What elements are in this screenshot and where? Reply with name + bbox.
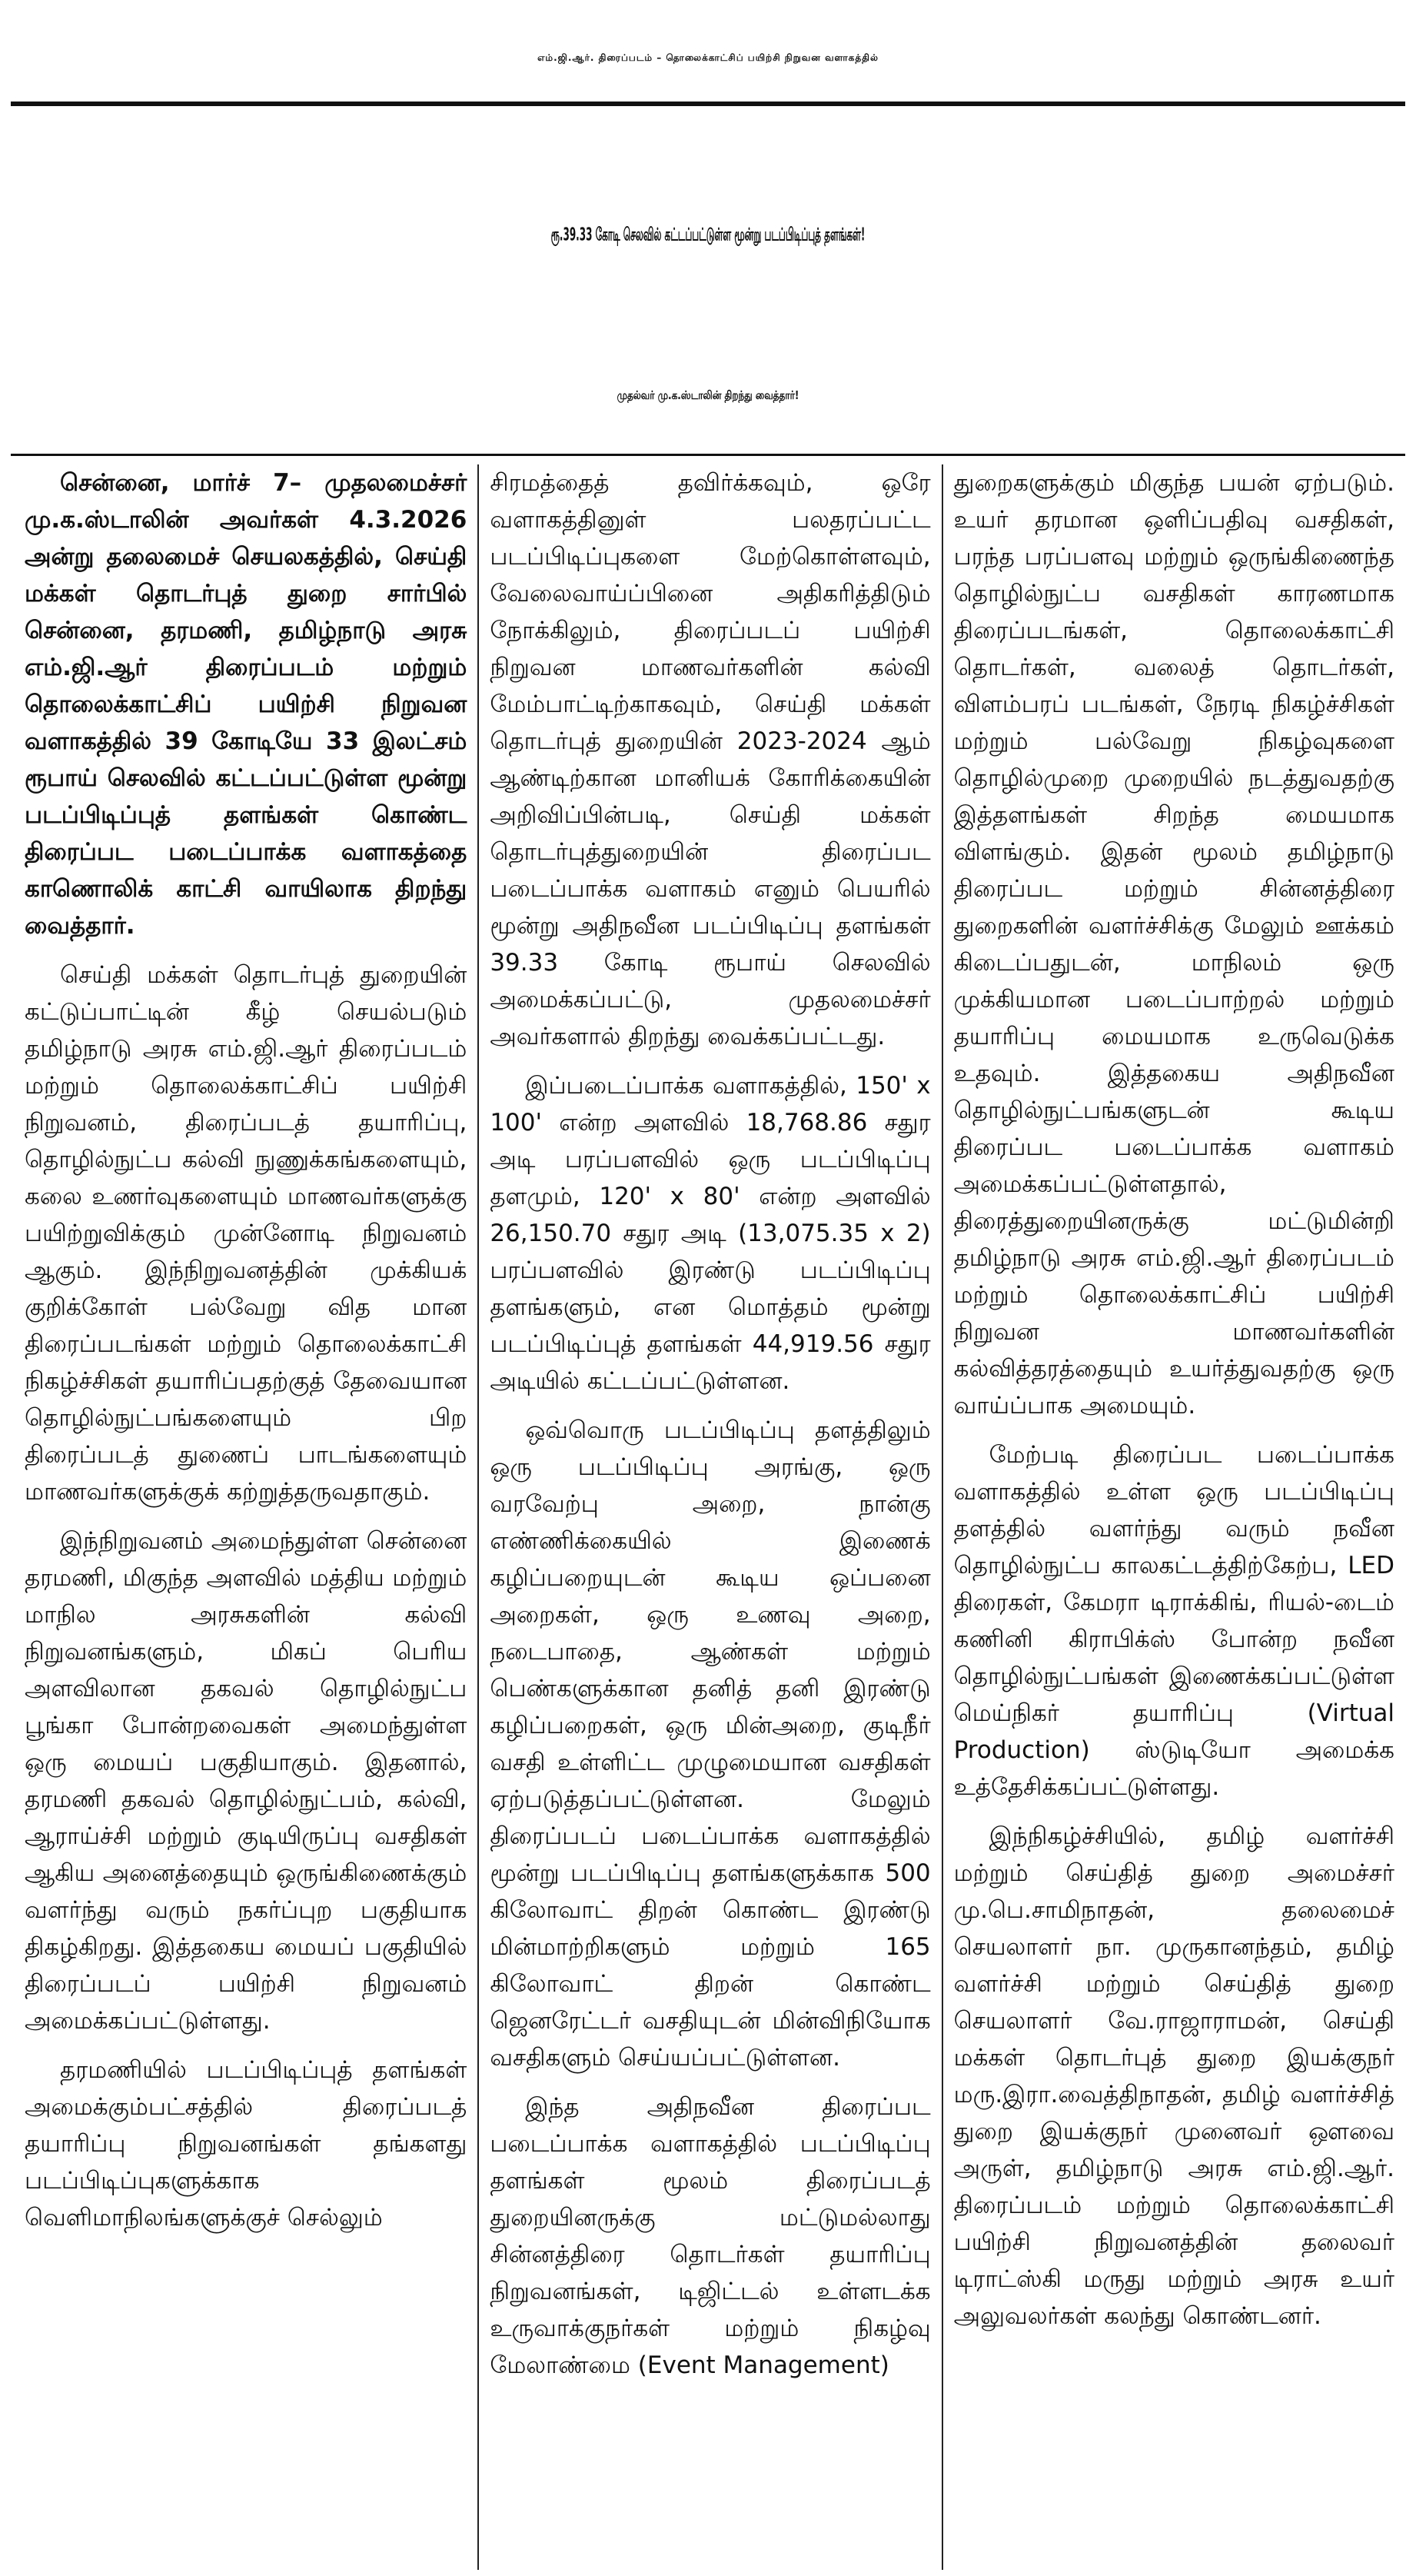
body-paragraph: செய்தி மக்கள் தொடர்புத் துறையின் கட்டுப்பாட்டின் கீழ் செயல்படும் தமிழ்நாடு அரசு எம்.ஜி.ஆர் திரைப்படம் மற்றும் தொலைக்காட்சிப் பயிற்சி நிறுவனம், திரைப்படத் தயாரிப்பு, தொழில்நுட்ப கல்வி நுணுக்கங்களையும், கலை உணர்வுகளையும் மாணவர்களுக்கு பயிற்றுவிக்கும் முன்னோடி நிறுவனம் ஆகும். இந்நிறுவனத்தின் முக்கியக் குறிக்கோள் பல்வேறு வித மான திரைப்படங்கள் மற்றும் தொலைக்காட்சி நிகழ்ச்சிகள் தயாரிப்பதற்குத் தேவையான தொழில்நுட்பங்களையும் பிற திரைப்படத் துணைப் பாடங்களையும் மாணவர்களுக்குக் கற்றுத்தருவதாகும். [25, 961, 467, 1506]
lead-paragraph [25, 464, 467, 944]
body-paragraph: இந்நிறுவனம் அமைந்துள்ள சென்னை தரமணி, மிகுந்த அளவில் மத்திய மற்றும் மாநில அரசுகளின் கல்வி நிறுவனங்களும், மிகப் பெரிய அளவிலான தகவல் தொழில்நுட்ப பூங்கா போன்றவைகள் அமைந்துள்ள ஒரு மையப் பகுதியாகும். இதனால், தரமணி தகவல் தொழில்நுட்பம், கல்வி, ஆராய்ச்சி மற்றும் குடியிருப்பு வசதிகள் ஆகிய அனைத்தையும் ஒருங்கிணைக்கும் வளர்ந்து வரும் நகர்ப்புற பகுதியாக திகழ்கிறது. இத்தகைய மையப் பகுதியில் திரைப்படப் பயிற்சி நிறுவனம் அமைக்கப்பட்டுள்ளது. [25, 1527, 467, 2035]
article-subheadline: முதல்வர் மு.க.ஸ்டாலின் திறந்து வைத்தார்! [617, 388, 799, 402]
article-body [14, 464, 1405, 2570]
body-paragraph: தரமணியில் படப்பிடிப்புத் தளங்கள் அமைக்கும்பட்சத்தில் திரைப்படத் தயாரிப்பு நிறுவனங்கள் தங்களது படப்பிடிப்புகளுக்காக வெளிமாநிலங்களுக்குச் செல்லும் [25, 2056, 467, 2232]
article-column-1 [14, 464, 477, 2570]
headline-rule [11, 454, 1405, 456]
article-column-3 [942, 464, 1405, 2570]
article-column-2 [477, 464, 941, 2570]
article-headline: ரூ.39.33 கோடி செலவில் கட்டப்பட்டுள்ள மூன்று படப்பிடிப்புத் தளங்கள்! [550, 224, 866, 245]
body-paragraph: இப்படைப்பாக்க வளாகத்தில், 150' x 100' என்ற அளவில் 18,768.86 சதுர அடி பரப்பளவில் ஒரு படப்பிடிப்பு தளமும், 120' x 80' என்ற அளவில் 26,150.70 சதுர அடி (13,075.35 x 2) பரப்பளவில் இரண்டு படப்பிடிப்பு தளங்களும், என மொத்தம் மூன்று படப்பிடிப்புத் தளங்கள் 44,919.56 சதுர அடியில் கட்டப்பட்டுள்ளன. [490, 1072, 931, 1395]
body-paragraph: இந்நிகழ்ச்சியில், தமிழ் வளர்ச்சி மற்றும் செய்தித் துறை அமைச்சர் மு.பெ.சாமிநாதன், தலைமைச் செயலாளர் நா. முருகானந்தம், தமிழ் வளர்ச்சி மற்றும் செய்தித் துறை செயலாளர் வே.ராஜாராமன், செய்தி மக்கள் தொடர்புத் துறை இயக்குநர் மரு.இரா.வைத்திநாதன், தமிழ் வளர்ச்சித் துறை இயக்குநர் முனைவர் ஔவை அருள், தமிழ்நாடு அரசு எம்.ஜி.ஆர். திரைப்படம் மற்றும் தொலைக்காட்சி பயிற்சி நிறுவனத்தின் தலைவர் டிராட்ஸ்கி மருது மற்றும் அரசு உயர் அலுவலர்கள் கலந்து கொண்டனர். [953, 1822, 1394, 2330]
article-kicker: எம்.ஜி.ஆர். திரைப்படம் – தொலைக்காட்சிப் பயிற்சி நிறுவன வளாகத்தில் [537, 52, 879, 63]
body-paragraph: சிரமத்தைத் தவிர்க்கவும், ஒரே வளாகத்தினுள் பலதரப்பட்ட படப்பிடிப்புகளை மேற்கொள்ளவும், வேலைவாய்ப்பினை அதிகரித்திடும் நோக்கிலும், திரைப்படப் பயிற்சி நிறுவன மாணவர்களின் கல்வி மேம்பாட்டிற்காகவும், செய்தி மக்கள் தொடர்புத் துறையின் 2023-2024 ஆம் ஆண்டிற்கான மானியக் கோரிக்கையின் அறிவிப்பின்படி, செய்தி மக்கள் தொடர்புத்துறையின் திரைப்பட படைப்பாக்க வளாகம் எனும் பெயரில் மூன்று அதிநவீன படப்பிடிப்பு தளங்கள் 39.33 கோடி ரூபாய் செலவில் அமைக்கப்பட்டு, முதலமைச்சர் அவர்களால் திறந்து வைக்கப்பட்டது. [490, 469, 931, 1050]
body-paragraph: துறைகளுக்கும் மிகுந்த பயன் ஏற்படும். உயர் தரமான ஒளிப்பதிவு வசதிகள், பரந்த பரப்பளவு மற்றும் ஒருங்கிணைந்த தொழில்நுட்ப வசதிகள் காரணமாக திரைப்படங்கள், தொலைக்காட்சி தொடர்கள், வலைத் தொடர்கள், விளம்பரப் படங்கள், நேரடி நிகழ்ச்சிகள் மற்றும் பல்வேறு நிகழ்வுகளை தொழில்முறை முறையில் நடத்துவதற்கு இத்தளங்கள் சிறந்த மையமாக விளங்கும். இதன் மூலம் தமிழ்நாடு திரைப்பட மற்றும் சின்னத்திரை துறைகளின் வளர்ச்சிக்கு மேலும் ஊக்கம் கிடைப்பதுடன், மாநிலம் ஒரு முக்கியமான படைப்பாற்றல் மற்றும் தயாரிப்பு மையமாக உருவெடுக்க உதவும். இத்தகைய அதிநவீன தொழில்நுட்பங்களுடன் கூடிய திரைப்பட படைப்பாக்க வளாகம் அமைக்கப்பட்டுள்ளதால், திரைத்துறையினருக்கு மட்டுமின்றி தமிழ்நாடு அரசு எம்.ஜி.ஆர் திரைப்படம் மற்றும் தொலைக்காட்சிப் பயிற்சி நிறுவன மாணவர்களின் கல்வித்தரத்தையும் உயர்த்துவதற்கு ஒரு வாய்ப்பாக அமையும். [953, 469, 1394, 1419]
body-paragraph: இந்த அதிநவீன திரைப்பட படைப்பாக்க வளாகத்தில் படப்பிடிப்பு தளங்கள் மூலம் திரைப்படத் துறையினருக்கு மட்டுமல்லாது சின்னத்திரை தொடர்கள் தயாரிப்பு நிறுவனங்கள், டிஜிட்டல் உள்ளடக்க உருவாக்குநர்கள் மற்றும் நிகழ்வு மேலாண்மை (Event Management) [490, 2093, 931, 2379]
body-paragraph: ஒவ்வொரு படப்பிடிப்பு தளத்திலும் ஒரு படப்பிடிப்பு அரங்கு, ஒரு வரவேற்பு அறை, நான்கு எண்ணிக்கையில் இணைக் கழிப்பறையுடன் கூடிய ஒப்பனை அறைகள், ஒரு உணவு அறை, நடைபாதை, ஆண்கள் மற்றும் பெண்களுக்கான தனித் தனி இரண்டு கழிப்பறைகள், ஒரு மின்அறை, குடிநீர் வசதி உள்ளிட்ட முழுமையான வசதிகள் ஏற்படுத்தப்பட்டுள்ளன. மேலும் திரைப்படப் படைப்பாக்க வளாகத்தில் மூன்று படப்பிடிப்பு தளங்களுக்காக 500 கிலோவாட் திறன் கொண்ட இரண்டு மின்மாற்றிகளும் மற்றும் 165 கிலோவாட் திறன் கொண்ட ஜெனரேட்டர் வசதியுடன் மின்விநியோக வசதிகளும் செய்யப்பட்டுள்ளன. [490, 1416, 931, 2072]
dateline: சென்னை, மார்ச் 7– [60, 469, 302, 497]
body-paragraph: மேற்படி திரைப்பட படைப்பாக்க வளாகத்தில் உள்ள ஒரு படப்பிடிப்பு தளத்தில் வளர்ந்து வரும் நவீன தொழில்நுட்ப காலகட்டத்திற்கேற்ப, LED திரைகள், கேமரா டிராக்கிங், ரியல்-டைம் கணினி கிராபிக்ஸ் போன்ற நவீன தொழில்நுட்பங்கள் இணைக்கப்பட்டுள்ள மெய்நிகர் தயாரிப்பு (Virtual Production) ஸ்டுடியோ அமைக்க உத்தேசிக்கப்பட்டுள்ளது. [953, 1441, 1394, 1801]
lead-text: முதலமைச்சர் மு.க.ஸ்டாலின் அவர்கள் 4.3.2026 அன்று தலைமைச் செயலகத்தில், செய்தி மக்கள் தொடர்புத் துறை சார்பில் சென்னை, தரமணி, தமிழ்நாடு அரசு எம்.ஜி.ஆர் திரைப்படம் மற்றும் தொலைக்காட்சிப் பயிற்சி நிறுவன வளாகத்தில் 39 கோடியே 33 இலட்சம் ரூபாய் செலவில் கட்டப்பட்டுள்ள மூன்று படப்பிடிப்புத் தளங்கள் கொண்ட திரைப்பட படைப்பாக்க வளாகத்தை காணொலிக் காட்சி வாயிலாக திறந்து வைத்தார். [25, 469, 467, 940]
